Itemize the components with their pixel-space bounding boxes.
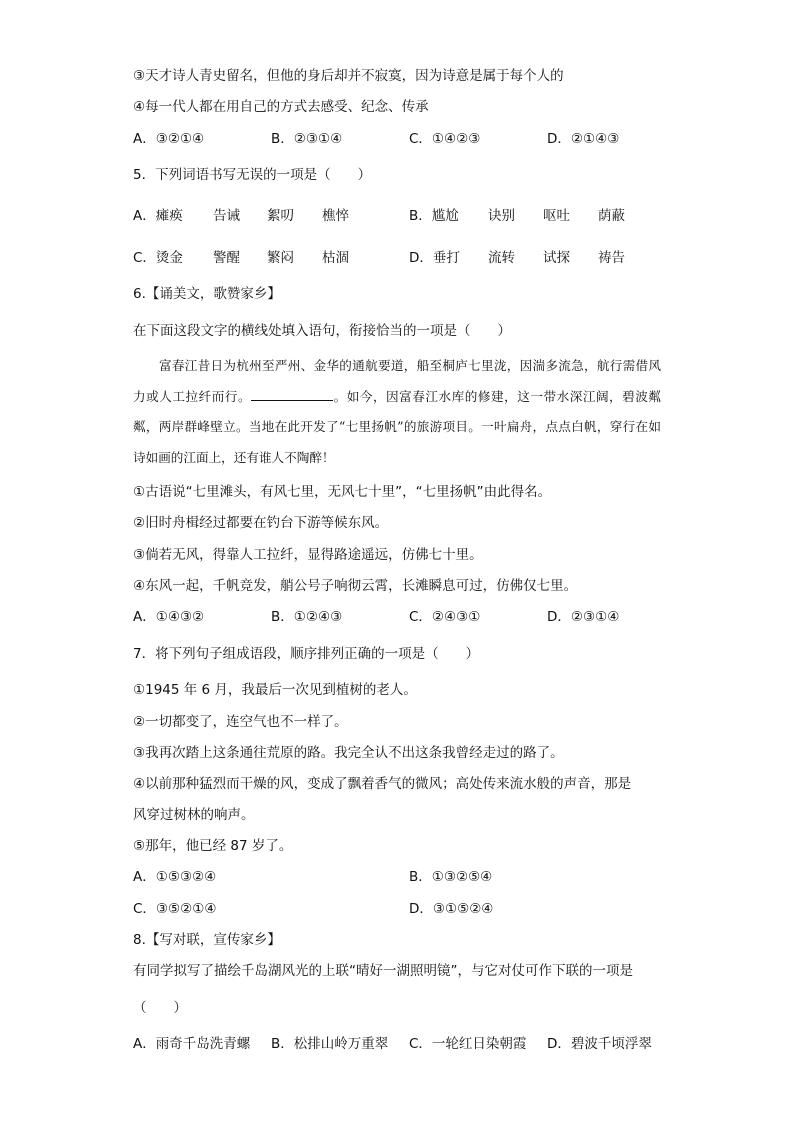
q8-answer-paren: （ ） [133,1000,187,1016]
q4-option-d[interactable]: D．②①④③ [547,131,620,147]
q5-c-word-3: 繁闷 [267,250,294,266]
q6-sentence-4: ④东风一起，千帆竞发，艄公号子响彻云霄，长滩瞬息可过，仿佛仅七里。 [133,578,578,594]
q7-option-d[interactable]: D．③①⑤②④ [409,901,494,917]
q5-b-word-2: 诀别 [488,208,515,224]
q8-stem: 有同学拟写了描绘千岛湖风光的上联“晴好一湖照明镜”，与它对仗可作下联的一项是 [133,963,633,979]
q4-option-a[interactable]: A．③②①④ [133,131,205,147]
q7-sentence-2: ②一切都变了，连空气也不一样了。 [133,714,348,730]
q5-stem: 5．下列词语书写无误的一项是（ ） [133,167,372,183]
q5-c-word-2: 警醒 [213,250,240,266]
q7-sentence-4a: ④以前那种猛烈而干燥的风，变成了飘着香气的微风；高处传来流水般的声音，那是 [133,776,632,792]
q7-stem: 7．将下列句子组成语段，顺序排列正确的一项是（ ） [133,646,480,662]
q8-option-a[interactable]: A．雨奇千岛洗青螺 [133,1036,251,1052]
q7-sentence-3: ③我再次踏上这条通往荒原的路。我完全认不出这条我曾经走过的路了。 [133,745,564,761]
q4-option-c[interactable]: C．①④②③ [409,131,481,147]
q5-option-d[interactable]: D．垂打 [409,250,460,266]
q8-option-c[interactable]: C．一轮红日染朝霞 [409,1036,527,1052]
q8-option-b[interactable]: B．松排山岭万重翠 [271,1036,389,1052]
q4-option-b[interactable]: B．②③①④ [271,131,343,147]
q6-sentence-1: ①古语说“七里滩头，有风七里，无风七十里”，“七里扬帆”由此得名。 [133,484,552,500]
q6-option-d[interactable]: D．②③①④ [547,609,620,625]
q7-sentence-5: ⑤那年，他已经 87 岁了。 [133,838,293,854]
q7-sentence-4b: 风穿过树林的响声。 [133,807,255,823]
q5-option-b[interactable]: B．尴尬 [409,208,459,224]
q6-header: 6.【诵美文，歌赞家乡】 [133,286,281,302]
q5-d-word-4: 祷告 [598,250,625,266]
q6-option-b[interactable]: B．①②④③ [271,609,343,625]
q7-option-b[interactable]: B．①③②⑤④ [409,869,493,885]
q8-option-d[interactable]: D．碧波千顷浮翠 [547,1036,652,1052]
q6-stem: 在下面这段文字的横线处填入语句，衔接恰当的一项是（ ） [133,323,511,339]
q5-option-c[interactable]: C．烫金 [133,250,183,266]
q4-sentence-3: ③天才诗人青史留名，但他的身后却并不寂寞，因为诗意是属于每个人的 [133,68,564,84]
q6-sentence-3: ③倘若无风，得靠人工拉纤，显得路途遥远，仿佛七十里。 [133,547,483,563]
q7-option-c[interactable]: C．③⑤②①④ [133,901,217,917]
q6-passage [133,351,661,473]
q5-a-word-2: 告诫 [213,208,240,224]
q5-b-word-4: 荫蔽 [598,208,625,224]
q5-c-word-4: 枯涸 [322,250,349,266]
q6-sentence-2: ②旧时舟楫经过都要在钓台下游等候东风。 [133,515,389,531]
q6-passage-after: 。如今，因富春江水库的修建，这一带水深江阔，碧波粼粼，两岸群峰壁立。当地在此开发了“七里扬帆”的旅游项目。一叶扁舟，点点白帆，穿行在如诗如画的江面上，还有谁人不陶醉！ [133,388,662,465]
q7-sentence-1: ①1945 年 6 月，我最后一次见到植树的老人。 [133,682,417,698]
q6-option-c[interactable]: C．②④③① [409,609,481,625]
q6-option-a[interactable]: A．①④③② [133,609,205,625]
q6-passage-before: 富春江昔日为杭州至严州、金华的通航要道，船至桐庐七里泷，因湍多流急，航行需借风力或人工拉纤而行。 [133,358,661,404]
q5-b-word-3: 呕吐 [543,208,570,224]
q6-fill-blank [251,387,333,401]
q5-a-word-4: 樵悴 [322,208,349,224]
q5-d-word-3: 试探 [543,250,570,266]
q8-header: 8.【写对联，宣传家乡】 [133,932,281,948]
q4-sentence-4: ④每一代人都在用自己的方式去感受、纪念、传承 [133,99,429,115]
q5-d-word-2: 流转 [488,250,515,266]
q5-option-a[interactable]: A．瘫痪 [133,208,183,224]
q5-a-word-3: 絮叨 [267,208,294,224]
q7-option-a[interactable]: A．①⑤③②④ [133,869,217,885]
